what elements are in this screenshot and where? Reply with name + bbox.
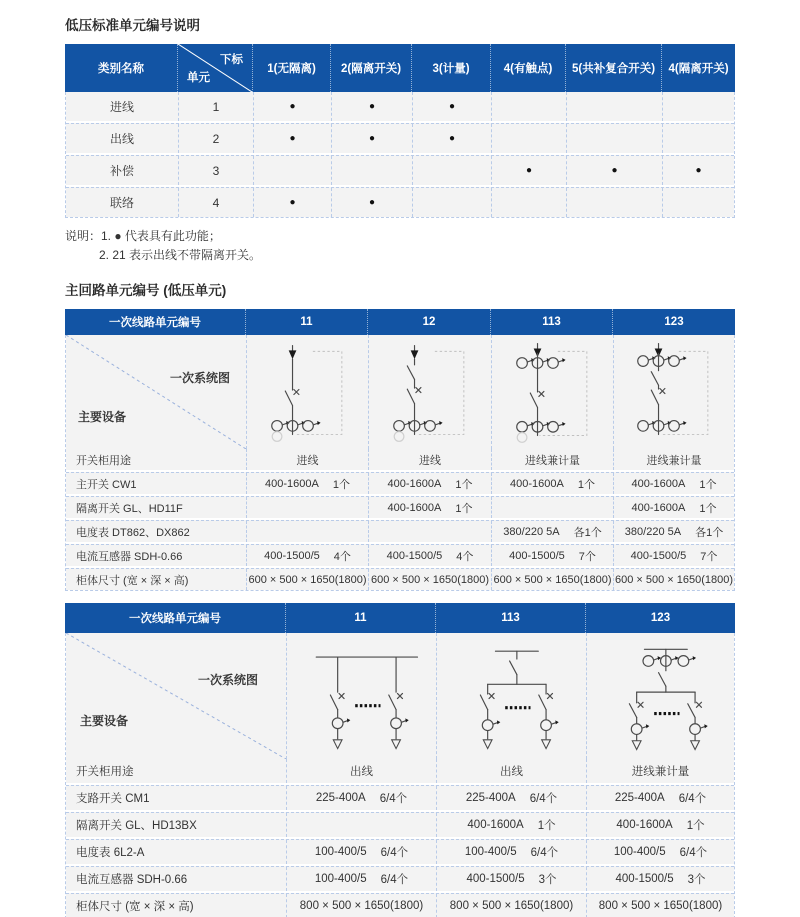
mark-cell <box>566 124 662 153</box>
cell: 100-400/5 6/4个 <box>286 867 436 891</box>
diagram-row <box>66 633 734 759</box>
cell: 400-1500/5 4个 <box>368 545 491 566</box>
cell: 进线兼计量 <box>491 449 613 470</box>
table-row <box>66 187 734 217</box>
row-label: 隔离开关 GL、HD11F <box>76 502 183 515</box>
cell: 225-400A 6/4个 <box>586 786 734 810</box>
table-row <box>66 123 734 153</box>
cell: 400-1600A 1个 <box>613 473 734 494</box>
table-row <box>66 568 734 590</box>
cell: 400-1600A 1个 <box>368 497 491 518</box>
table1-body <box>65 92 735 218</box>
cell <box>491 497 613 518</box>
table2-header <box>65 309 735 335</box>
circuit-diagram-113 <box>491 335 613 449</box>
unit-col-11: 11 <box>245 309 367 335</box>
cell: 400-1600A 1个 <box>613 497 734 518</box>
main-equipment-label: 主要设备 <box>80 714 129 729</box>
cell: 400-1500/5 4个 <box>246 545 368 566</box>
cell <box>286 813 436 837</box>
table-row <box>66 785 734 810</box>
cell: 100-400/5 6/4个 <box>436 840 586 864</box>
category-cell: 联络 <box>109 196 134 210</box>
mark-cell: ● <box>253 124 331 153</box>
row-label: 支路开关 CM1 <box>76 793 150 806</box>
unit-col-12: 12 <box>367 309 490 335</box>
unit-col-113: 113 <box>435 603 585 633</box>
mark-cell: ● <box>412 92 491 121</box>
table-row <box>66 449 734 470</box>
main-equipment-label: 主要设备 <box>78 410 127 425</box>
cell: 400-1500/5 7个 <box>613 545 734 566</box>
cell: 380/220 5A 各1个 <box>491 521 613 542</box>
mark-cell <box>566 188 662 217</box>
cell: 400-1500/5 7个 <box>491 545 613 566</box>
unit-cell: 2 <box>178 124 253 153</box>
cell: 800 × 500 × 1650(1800) <box>436 894 586 917</box>
category-cell: 进线 <box>109 100 134 114</box>
diag-label-subscript: 下标 <box>220 54 243 66</box>
mark-cell: ● <box>253 92 331 121</box>
unit-cell: 3 <box>178 156 253 185</box>
cell <box>368 521 491 542</box>
unit-col-123: 123 <box>585 603 735 633</box>
diagram-label-cell <box>66 633 286 759</box>
unit-cell: 4 <box>178 188 253 217</box>
diagonal-line <box>66 335 246 449</box>
mark-cell: ● <box>253 188 331 217</box>
cell: 进线兼计量 <box>586 759 734 783</box>
col-4-contact: 4(有触点) <box>490 44 565 92</box>
cell: 600 × 500 × 1650(1800) <box>246 569 368 590</box>
cell: 100-400/5 6/4个 <box>286 840 436 864</box>
cell: 600 × 500 × 1650(1800) <box>491 569 613 590</box>
cell: 600 × 500 × 1650(1800) <box>613 569 734 590</box>
unit-col-11: 11 <box>285 603 435 633</box>
cell: 进线 <box>246 449 368 470</box>
note-line-1: 说明：1. ● 代表具有此功能； <box>65 229 221 243</box>
col-3-metering: 3(计量) <box>411 44 490 92</box>
category-cell: 补偿 <box>109 164 134 178</box>
outgoing-unit-table <box>65 603 735 917</box>
diagram-row <box>66 335 734 449</box>
unit-numbering-table <box>65 44 735 218</box>
one-line-diagram-label: 一次系统图 <box>197 673 258 688</box>
unit-col-113: 113 <box>490 309 612 335</box>
table3-body <box>65 633 735 917</box>
cell: 800 × 500 × 1650(1800) <box>286 894 436 917</box>
cell: 进线 <box>368 449 491 470</box>
circuit-diagram-123 <box>613 335 734 449</box>
unit-number-header: 一次线路单元编号 <box>109 317 201 330</box>
mark-cell <box>253 156 331 185</box>
row-label: 主开关 CW1 <box>76 478 137 491</box>
cell: 400-1600A 1个 <box>586 813 734 837</box>
mark-cell <box>662 188 734 217</box>
cell <box>246 497 368 518</box>
diag-label-unit: 单元 <box>187 72 210 84</box>
cell <box>246 521 368 542</box>
mark-cell: ● <box>412 124 491 153</box>
cell: 400-1500/5 3个 <box>586 867 734 891</box>
cell: 400-1600A 1个 <box>246 473 368 494</box>
cell: 出线 <box>436 759 586 783</box>
table-row <box>66 839 734 864</box>
row-label: 电流互感器 SDH-0.66 <box>76 874 188 887</box>
table-row <box>66 155 734 185</box>
mark-cell: ● <box>331 92 412 121</box>
table-row <box>66 472 734 494</box>
col-2-isolator: 2(隔离开关) <box>330 44 411 92</box>
cell: 400-1600A 1个 <box>491 473 613 494</box>
cell: 800 × 500 × 1650(1800) <box>586 894 734 917</box>
table-row <box>66 812 734 837</box>
mark-cell: ● <box>331 188 412 217</box>
cell: 380/220 5A 各1个 <box>613 521 734 542</box>
mark-cell <box>566 92 662 121</box>
col-5-combined-switch: 5(共补复合开关) <box>565 44 661 92</box>
mark-cell <box>491 188 566 217</box>
table-row <box>66 544 734 566</box>
table-row <box>66 520 734 542</box>
mark-cell <box>491 92 566 121</box>
row-label: 开关柜用途 <box>76 454 131 467</box>
col-4-isolator-switch: 4(隔离开关) <box>661 44 735 92</box>
notes-block <box>65 227 735 265</box>
table-row <box>66 893 734 917</box>
unit-cell: 1 <box>178 92 253 121</box>
diagonal-header-cell <box>177 44 252 92</box>
section-title-1: 低压标准单元编号说明 <box>65 18 200 33</box>
note-line-2: 2. 21 表示出线不带隔离开关。 <box>99 248 262 263</box>
row-label: 柜体尺寸 (宽 × 深 × 高) <box>76 574 189 587</box>
cell: 进线兼计量 <box>613 449 734 470</box>
circuit-diagram-113 <box>436 633 586 759</box>
row-label: 电度表 6L2-A <box>76 847 145 860</box>
mark-cell <box>662 92 734 121</box>
row-label: 柜体尺寸 (宽 × 深 × 高) <box>76 901 194 914</box>
table-row <box>66 866 734 891</box>
table-row <box>66 92 734 121</box>
cell: 出线 <box>286 759 436 783</box>
cell: 400-1600A 1个 <box>368 473 491 494</box>
cell: 100-400/5 6/4个 <box>586 840 734 864</box>
col-category-name: 类别名称 <box>98 63 144 75</box>
mark-cell: ● <box>566 156 662 185</box>
col-1-no-isolation: 1(无隔离) <box>252 44 330 92</box>
mark-cell <box>491 124 566 153</box>
mark-cell <box>662 124 734 153</box>
row-label: 电流互感器 SDH-0.66 <box>76 550 183 563</box>
cell: 225-400A 6/4个 <box>286 786 436 810</box>
mark-cell <box>331 156 412 185</box>
row-label: 电度表 DT862、DX862 <box>76 526 190 539</box>
diagram-label-cell <box>66 335 246 449</box>
one-line-diagram-label: 一次系统图 <box>169 371 230 386</box>
mark-cell <box>412 156 491 185</box>
cell: 400-1600A 1个 <box>436 813 586 837</box>
table2-body <box>65 335 735 591</box>
circuit-diagram-123 <box>586 633 734 759</box>
unit-number-header: 一次线路单元编号 <box>129 613 221 626</box>
circuit-diagram-12 <box>368 335 491 449</box>
table-row <box>66 759 734 783</box>
table-row <box>66 496 734 518</box>
mark-cell: ● <box>491 156 566 185</box>
cell: 600 × 500 × 1650(1800) <box>368 569 491 590</box>
cell: 225-400A 6/4个 <box>436 786 586 810</box>
mark-cell <box>412 188 491 217</box>
row-label: 开关柜用途 <box>76 766 134 779</box>
mark-cell: ● <box>662 156 734 185</box>
section-title-2: 主回路单元编号 (低压单元) <box>65 283 227 299</box>
circuit-diagram-11 <box>286 633 436 759</box>
cell: 400-1500/5 3个 <box>436 867 586 891</box>
circuit-diagram-11 <box>246 335 368 449</box>
incoming-unit-table <box>65 309 735 591</box>
category-cell: 出线 <box>109 132 134 146</box>
diagonal-line <box>66 633 286 759</box>
unit-col-123: 123 <box>612 309 735 335</box>
mark-cell: ● <box>331 124 412 153</box>
table3-header <box>65 603 735 633</box>
table1-header <box>65 44 735 92</box>
row-label: 隔离开关 GL、HD13BX <box>76 820 197 833</box>
